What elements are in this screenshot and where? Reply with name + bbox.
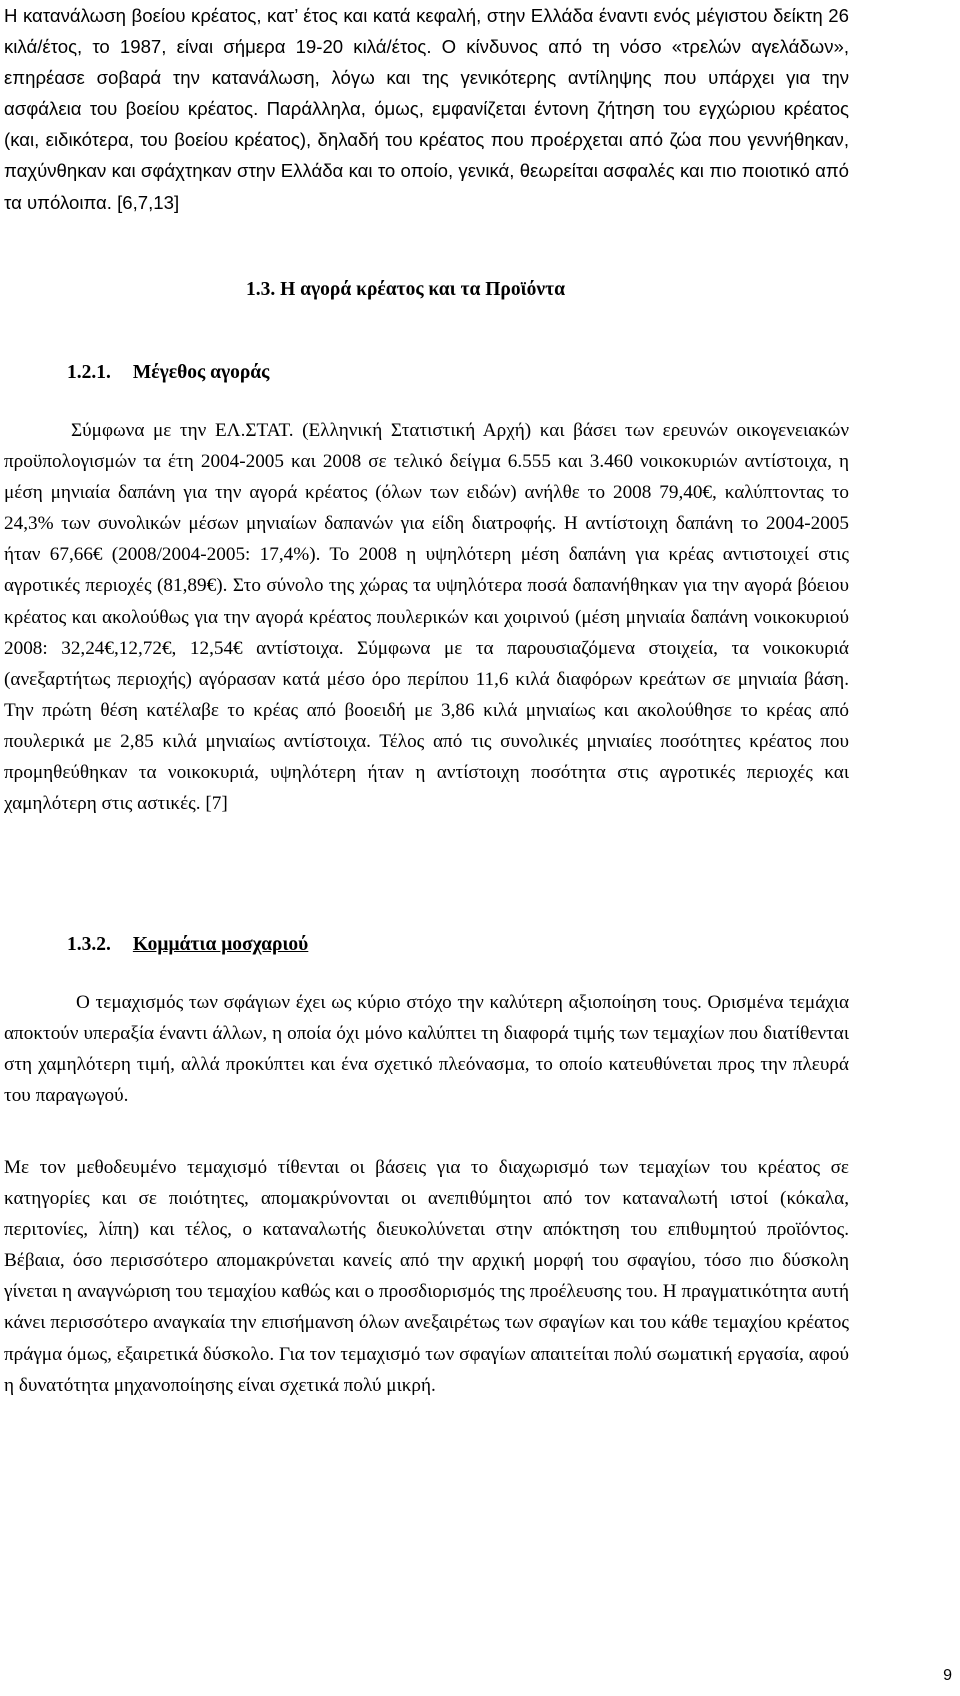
section-number: 1.3.2. bbox=[67, 934, 111, 955]
section-number: 1.2.1. bbox=[67, 362, 111, 383]
section-title: Μέγεθος αγοράς bbox=[132, 362, 270, 383]
paragraph-market-size bbox=[4, 415, 849, 819]
paragraph-text: Ο τεμαχισμός των σφάγιων έχει ως κύριο στόχο την καλύτερη αξιοποίηση τους. Ορισμένα τεμάχια αποκτούν υπεραξία έναντι άλλων, η οποία όχι μόνο καλύπτει τη διαφορά τιμής των τεμαχίων που διατίθενται στη χαμηλότερη τιμή, αλλά προκύπτει και ένα σχετικό πλεόνασμα, το οποίο κατευθύνεται προς την πλευρά του παραγωγού. bbox=[4, 992, 849, 1107]
paragraph-text: Σύμφωνα με την ΕΛ.ΣΤΑΤ. (Ελληνική Στατιστική Αρχή) και βάσει των ερευνών οικογενειακών προϋπολογισμών τα έτη 2004-2005 και 2008 σε τελικό δείγμα 6.555 και 3.460 νοικοκυριών αντίστοιχα, η μέση μηνιαία δαπάνη για την αγορά κρέατος (όλων των ειδών) ανήλθε το 2008 79,40€, καλύπτοντας το 24,3% των συνολικών μέσων μηνιαίων δαπανών για είδη διατροφής. Η αντίστοιχη δαπάνη το 2004-2005 ήταν 67,66€ (2008/2004-2005: 17,4%). Το 2008 η υψηλότερη μέση δαπάνη για κρέας αντιστοιχεί στις αγροτικές περιοχές (81,89€). Στο σύνολο της χώρας τα υψηλότερα ποσά δαπανήθηκαν για την αγορά βόειου κρέατος και ακολούθως για την αγορά κρέατος πουλερικών και χοιρινού (μέση μηνιαία δαπάνη νοικοκυριού 2008: 32,24€,12,72€, 12,54€ αντίστοιχα. Σύμφωνα με τα παρουσιαζόμενα στοιχεία, τα νοικοκυριά (ανεξαρτήτως περιοχής) αγόρασαν κατά μέσο όρο περίπου 11,6 κιλά διαφόρων κρεάτων σε μηνιαία βάση. Την πρώτη θέση κατέλαβε το κρέας από βοοειδή με 3,86 κιλά μηνιαίως και ακολούθησε το κρέας από πουλερικά με 2,85 κιλά μηνιαίως αντίστοιχα. Τέλος από τις συνολικές μηνιαίες ποσότητες κρέατος που προμηθεύθηκαν τα νοικοκυριά, υψηλότερη ήταν η αντίστοιχη ποσότητα στις αγροτικές περιοχές και χαμηλότερη στις αστικές. [7] bbox=[4, 420, 849, 815]
section-title: Κομμάτια μοσχαριού bbox=[132, 934, 309, 955]
page-number: 9 bbox=[943, 1667, 952, 1684]
section-heading-market-size bbox=[67, 355, 269, 391]
paragraph-methodical-cutting: Με τον μεθοδευμένο τεμαχισμό τίθενται οι βάσεις για το διαχωρισμό των τεμαχίων του κρέατος σε κατηγορίες και σε ποιότητες, απομακρύνονται οι ανεπιθύμητοι από τον καταναλωτή ιστοί (κόκαλα, περιτονίες, λίπη) και τέλος, ο καταναλωτής διευκολύνεται στην απόκτηση του επιθυμητού προϊόντος. Βέβαια, όσο περισσότερο απομακρύνεται κανείς από την αρχική μορφή του σφαγίου, τόσο πιο δύσκολη γίνεται η αναγνώριση του τεμαχίου καθώς και ο προσδιορισμός της προέλευσης του. Η πραγματικότητα αυτή κάνει περισσότερο αναγκαία την επισήμανση όλων ανεξαιρέτως των σφαγίων και του κάθε τεμαχίου κρέατος πράγμα όμως, εξαιρετικά δύσκολο. Για τον τεμαχισμό των σφαγίων απαιτείται πολύ σωματική εργασία, αφού η δυνατότητα μηχανοποίησης είναι σχετικά πολύ μικρή. bbox=[4, 1157, 849, 1396]
section-heading-veal-cuts bbox=[67, 927, 308, 963]
section-heading-meat-market: 1.3. Η αγορά κρέατος και τα Προϊόντα bbox=[246, 279, 565, 300]
paragraph-carcass-cutting bbox=[4, 987, 849, 1111]
paragraph-beef-consumption: Η κατανάλωση βοείου κρέατος, κατ’ έτος και κατά κεφαλή, στην Ελλάδα έναντι ενός μέγιστου δείκτη 26 κιλά/έτος, το 1987, είναι σήμερα 19-20 κιλά/έτος. Ο κίνδυνος από τη νόσο «τρελών αγελάδων», επηρέασε σοβαρά την κατανάλωση, λόγω και της γενικότερης αντίληψης που υπάρχει για την ασφάλεια του βοείου κρέατος. Παράλληλα, όμως, εμφανίζεται έντονη ζήτηση του εγχώριου κρέατος (και, ειδικότερα, του βοείου κρέατος), δηλαδή του κρέατος που προέρχεται από ζώα που γεννήθηκαν, παχύνθηκαν και σφάχτηκαν στην Ελλάδα και το οποίο, γενικά, θεωρείται ασφαλές και πιο ποιοτικό από τα υπόλοιπα. [6,7,13] bbox=[4, 5, 849, 213]
